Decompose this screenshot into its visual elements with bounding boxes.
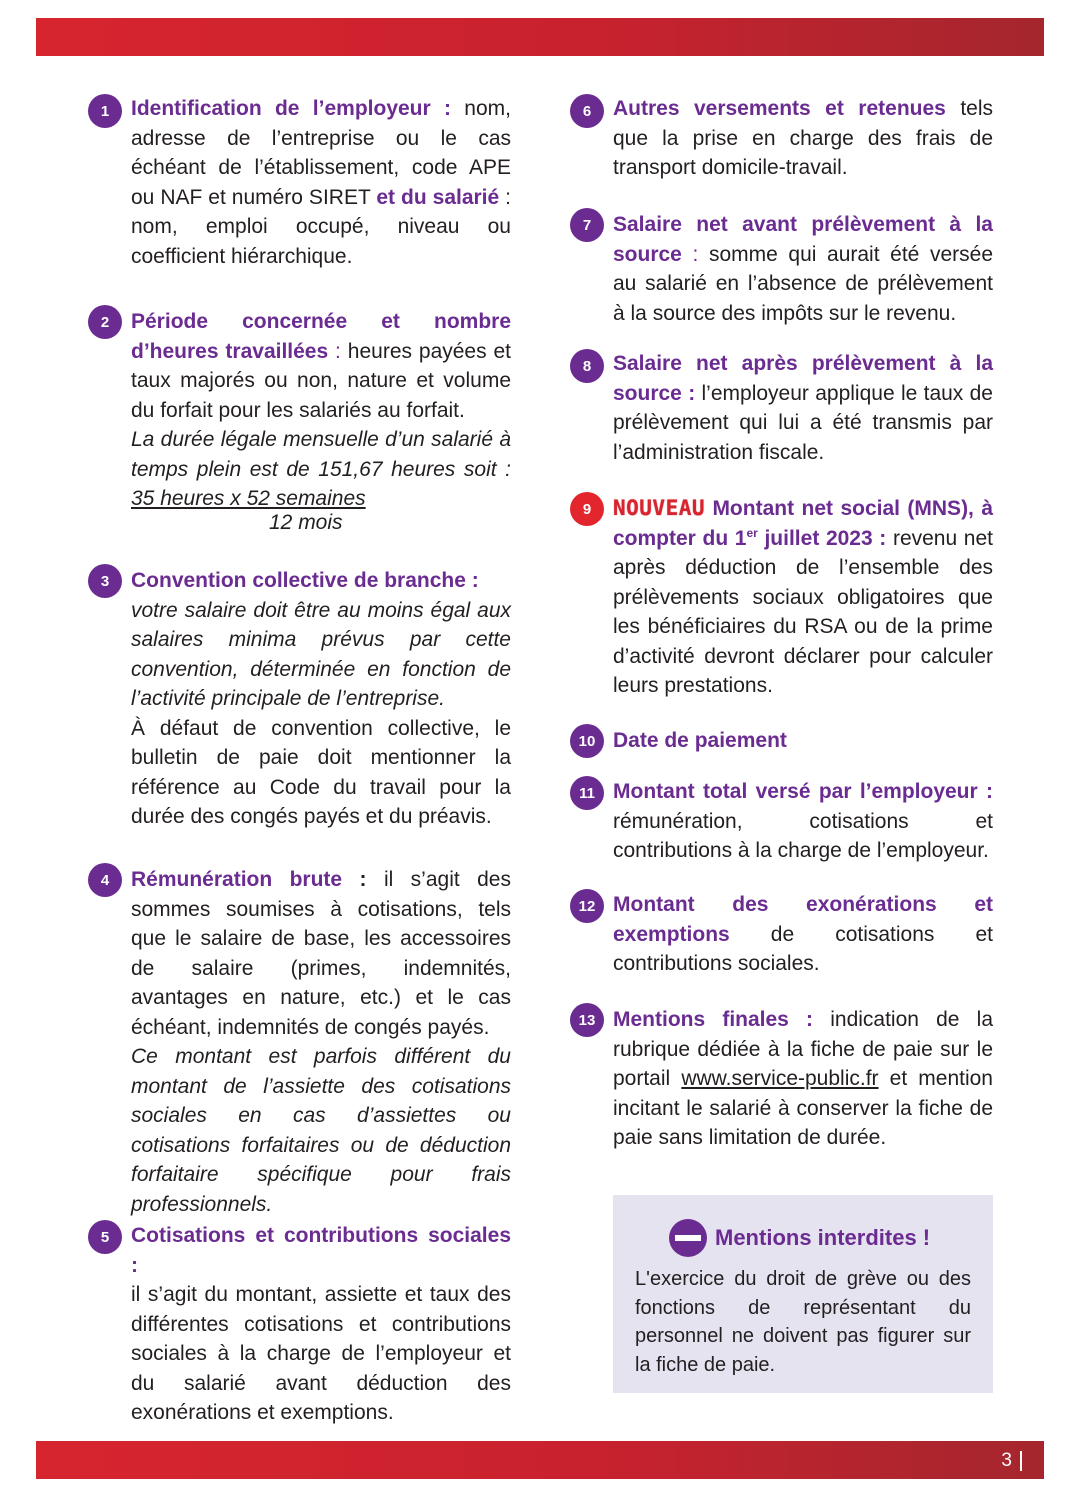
item-number-9: 9 [570,492,604,526]
item-3-text: À défaut de convention collective, le bulletin de paie doit mentionner la référence au Code du travail pour la durée des congés payés et du préavis. [131,716,511,828]
item-number-4: 4 [88,863,122,897]
item-7-text: somme qui aurait été versée au salarié en l’absence de prélèvement à la source des impôts sur le revenu. [613,242,993,325]
item-2 [131,307,511,537]
item-7 [613,210,993,328]
item-2-text: heures payées et taux majorés ou non, nature et volume du forfait pour les salariés au forfait. [131,339,512,422]
item-6-title: Autres versements et retenues [613,97,946,120]
item-4-text: il s’agit des sommes soumises à cotisations, tels que le salaire de base, les accessoires de salaire (primes, indemnités, avantages en nature, etc.) et le cas échéant, indemnités de congés payés. [131,868,511,1039]
item-number-10: 10 [570,724,604,758]
item-13 [613,1005,993,1153]
item-9-title: Montant net social (MNS), à compter du 1 [613,497,993,550]
item-1-title: Identification de l’employeur : [131,97,451,120]
no-entry-icon [669,1219,707,1257]
page-number: 3 [1001,1451,1022,1471]
service-public-link[interactable]: www.service-public.fr [681,1067,879,1090]
item-11-text: rémunération, cotisations et contributions à la charge de l’employeur. [613,809,993,862]
item-2-title: Période concernée et nombre d’heures travaillées [131,310,511,363]
item-9-text: revenu net après déduction de l’ensemble des prélèvements sociaux obligatoires que les bénéficiaires du RSA ou de la prime d’activité devront déclarer pour calculer leurs prestations. [613,526,994,697]
item-number-11: 11 [570,776,604,810]
item-9-title-end: juillet 2023 : [757,526,887,550]
item-6 [613,94,993,183]
footer-bar [36,1441,1044,1479]
item-number-3: 3 [88,564,122,598]
item-11 [613,777,993,866]
item-3 [131,566,511,832]
item-8-title: Salaire net après prélèvement à la source : [613,352,993,405]
item-2-denominator: 12 mois [269,510,343,534]
item-5-title: Cotisations et contributions sociales : [131,1224,511,1277]
item-number-8: 8 [570,349,604,383]
item-number-7: 7 [570,208,604,242]
item-13-text: indication de la rubrique dédiée à la fiche de paie sur le portail [613,1008,994,1090]
item-12-text: de cotisations et contributions sociales. [613,922,993,975]
item-2-sep: : [328,339,348,363]
item-5 [131,1221,511,1428]
item-11-title: Montant total versé par l’employeur : [613,780,993,803]
item-13-text2: et mention incitant le salarié à conserver la fiche de paie sans limitation de durée. [613,1067,993,1149]
item-2-numerator: 35 heures x 52 semaines [131,487,366,510]
item-8-text: l’employeur applique le taux de prélèvement qui lui a été transmis par l’administration fiscale. [613,381,993,464]
item-3-italic: votre salaire doit être au moins égal aux salaires minima prévus par cette convention, déterminée en fonction de l’activité principale de l’entreprise. [131,598,511,710]
header-bar [36,18,1044,56]
item-12 [613,890,993,979]
item-12-title: Montant des exonérations et exemptions [613,893,993,946]
item-6-text: tels que la prise en charge des frais de transport domicile-travail. [613,97,993,179]
item-number-5: 5 [88,1220,122,1254]
item-9 [613,494,993,701]
item-2-italic: La durée légale mensuelle d’un salarié à temps plein est de 151,67 heures soit : [131,428,511,481]
item-number-1: 1 [88,94,122,128]
item-number-6: 6 [570,94,604,128]
item-number-2: 2 [88,305,122,339]
prohibited-mentions-box [613,1195,993,1393]
prohibited-mentions-text: L'exercice du droit de grève ou des fonctions de représentant du personnel ne doivent pas figurer sur la fiche de paie. [635,1268,971,1376]
item-7-title: Salaire net avant prélèvement à la source [613,213,993,266]
item-4-italic: Ce montant est parfois différent du montant de l’assiette des cotisations sociales en cas d’assiettes ou cotisations forfaitaires ou de déduction forfaitaire spécifique pour frais professionnels. [131,1045,511,1216]
new-badge: NOUVEAU [613,496,706,520]
item-number-12: 12 [570,889,604,923]
item-1-text2: : nom, emploi occupé, niveau ou coefficient hiérarchique. [131,185,512,268]
item-1-text: nom, adresse de l’entreprise ou le cas échéant de l’établissement, code APE ou NAF et numéro SIRET [131,97,511,209]
item-4-title: Rémunération brute [131,868,343,891]
item-1-title2: et du salarié [376,185,500,209]
item-4-sep: : [342,868,384,891]
prohibited-mentions-title: Mentions interdites ! [715,1225,931,1250]
item-5-text: il s’agit du montant, assiette et taux des différentes cotisations et contributions sociales à la charge de l’employeur et du salarié avant déduction des exonérations et exemptions. [131,1283,511,1424]
item-10 [613,726,993,756]
item-13-title: Mentions finales : [613,1008,814,1031]
prohibited-mentions-header [669,1219,930,1257]
item-7-sep: : [681,242,709,266]
item-3-title: Convention collective de branche : [131,569,479,592]
item-9-sup: er [746,525,758,540]
item-10-title: Date de paiement [613,729,787,752]
item-4 [131,865,511,1219]
item-8 [613,349,993,467]
item-1 [131,94,511,271]
item-number-13: 13 [570,1003,604,1037]
